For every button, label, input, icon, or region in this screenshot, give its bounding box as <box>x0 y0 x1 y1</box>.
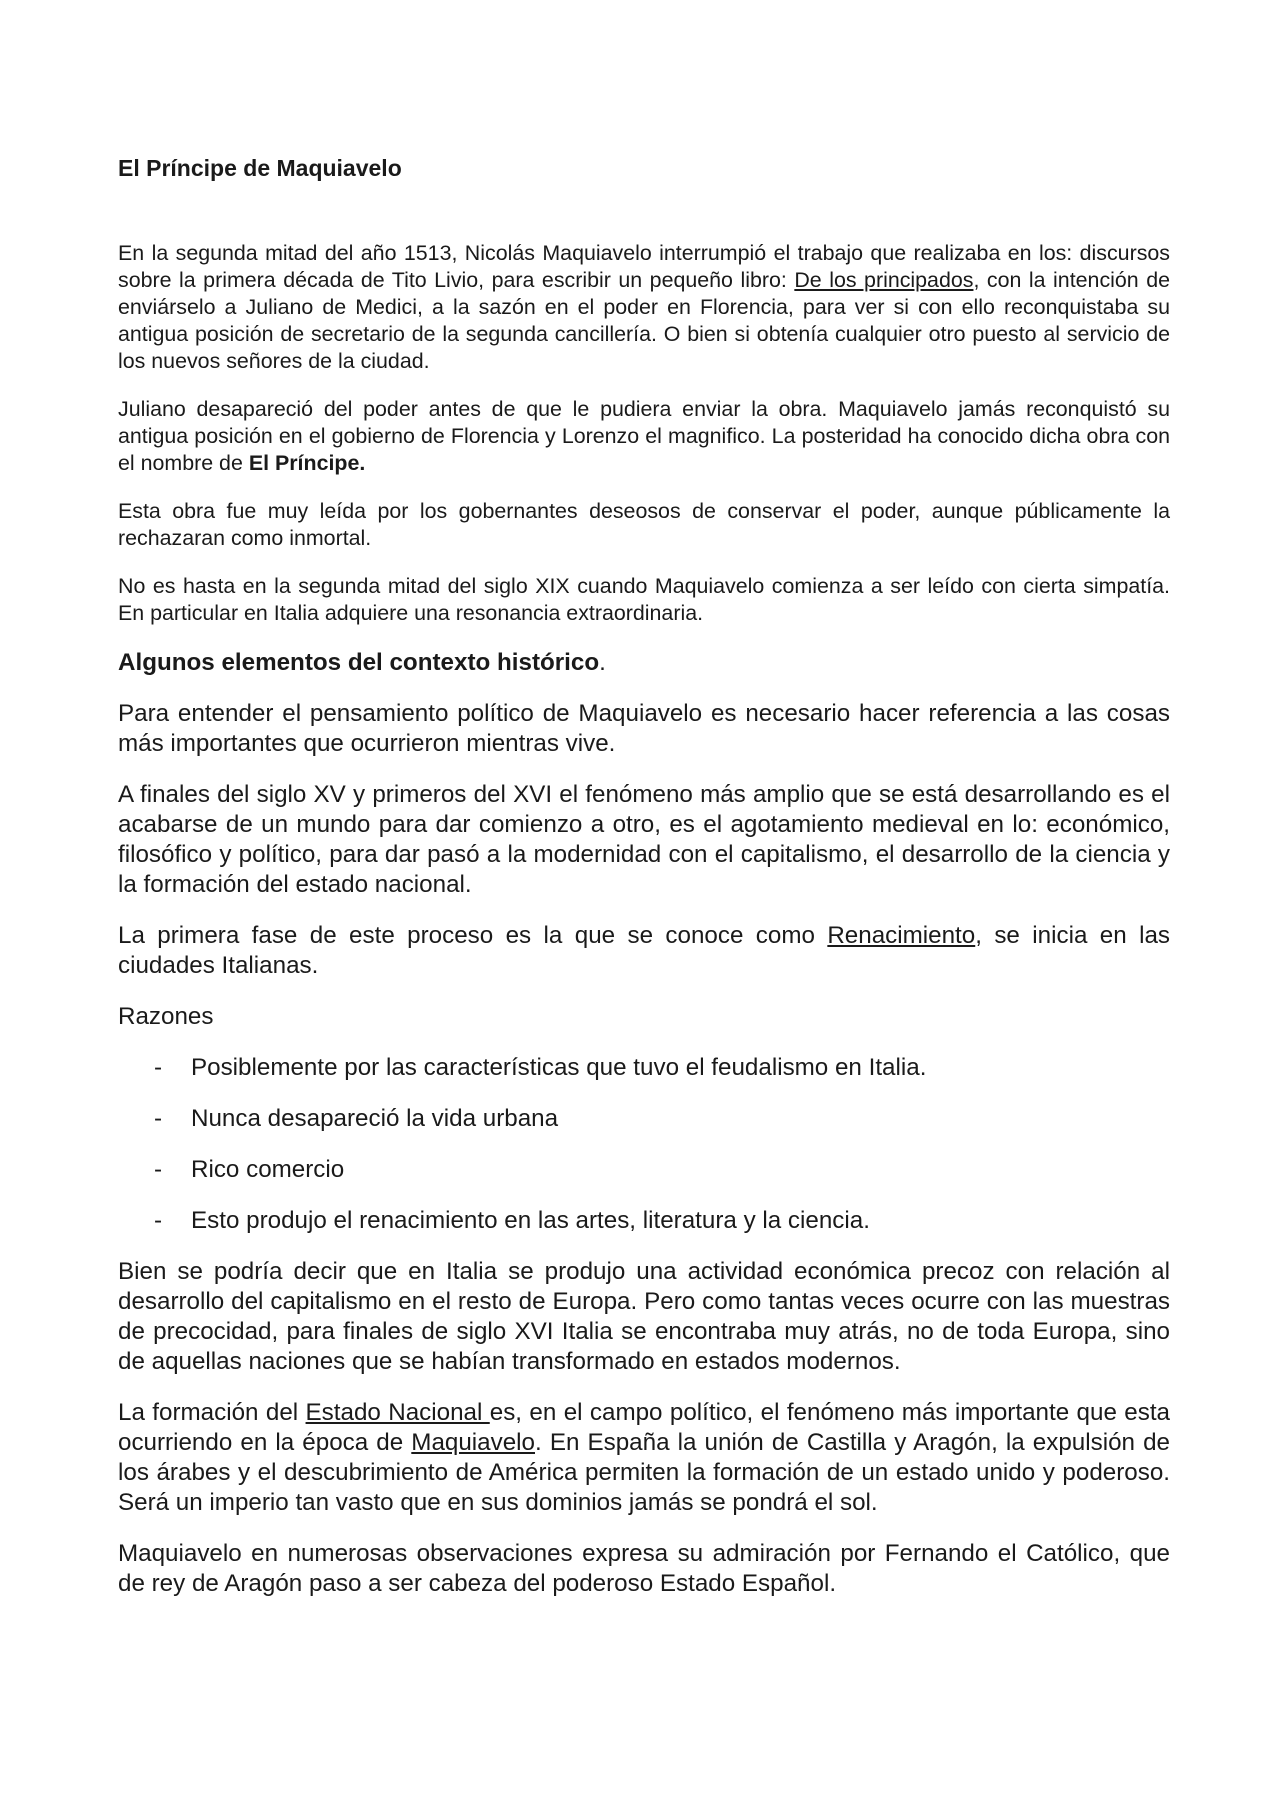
list-item: - Esto produjo el renacimiento en las artes, literatura y la ciencia. <box>118 1206 1170 1236</box>
paragraph-siglo-xix: No es hasta en la segunda mitad del siglo XIX cuando Maquiavelo comienza a ser leído con cierta simpatía. En particular en Italia adquiere una resonancia extraordinaria. <box>118 574 1170 625</box>
paragraph-finales-siglo: A finales del siglo XV y primeros del XVI el fenómeno más amplio que se está desarrollando es el acabarse de un mundo para dar comienzo a otro, es el agotamiento medieval en lo: económico, filosófico y político, para dar pasó a la modernidad con el capitalismo, el desarrollo de la ciencia y la formación del estado nacional. <box>118 781 1170 898</box>
paragraph-pensamiento: Para entender el pensamiento político de Maquiavelo es necesario hacer referencia a las cosas más importantes que ocurrieron mientras vive. <box>118 700 1170 757</box>
link-renacimiento[interactable]: Renacimiento <box>827 922 976 949</box>
link-de-los-principados[interactable]: De los principados <box>794 268 974 292</box>
paragraph-estado-nacional: La formación del Estado Nacional es, en el campo político, el fenómeno más importante que esta ocurriendo en la época de Maquiavelo. En España la unión de Castilla y Aragón, la expulsión de los árabes y el descubrimiento de América permiten la formación de un estado unido y poderoso. Será un imperio tan vasto que en sus dominios jamás se pondrá el sol. <box>118 1399 1171 1516</box>
bold-el-principe: El Príncipe. <box>248 451 366 475</box>
bullet-dash: - <box>154 1054 163 1081</box>
document-page <box>118 153 1170 1620</box>
document-title: El Príncipe de Maquiavelo <box>118 155 402 181</box>
razones-label: Razones <box>118 1003 214 1030</box>
list-item: - Nunca desapareció la vida urbana <box>118 1104 1170 1134</box>
bullet-dash: - <box>154 1207 163 1234</box>
bullet-dash: - <box>154 1105 163 1132</box>
paragraph-renacimiento: La primera fase de este proceso es la que se conoce como Renacimiento, se inicia en las ciudades Italianas. <box>118 922 1170 979</box>
razones-list <box>118 1053 1170 1236</box>
paragraph-italia-precoz: Bien se podría decir que en Italia se produjo una actividad económica precoz con relación al desarrollo del capitalismo en el resto de Europa. Pero como tantas veces ocurre con las muestras de precocidad, para finales de siglo XVI Italia se encontraba muy atrás, no de toda Europa, sino de aquellas naciones que se habían transformado en estados modernos. <box>118 1258 1170 1375</box>
link-estado-nacional[interactable]: Estado Nacional <box>305 1399 490 1426</box>
list-item: - Posiblemente por las características que tuvo el feudalismo en Italia. <box>118 1053 1170 1083</box>
section-heading: Algunos elementos del contexto histórico. <box>118 649 606 676</box>
paragraph-juliano: Juliano desapareció del poder antes de que le pudiera enviar la obra. Maquiavelo jamás reconquistó su antigua posición en el gobierno de Florencia y Lorenzo el magnifico. La posteridad ha conocido dicha obra con el nombre de El Príncipe. <box>118 397 1170 475</box>
link-maquiavelo[interactable]: Maquiavelo <box>411 1429 535 1456</box>
bullet-dash: - <box>154 1156 163 1183</box>
paragraph-intro: En la segunda mitad del año 1513, Nicolás Maquiavelo interrumpió el trabajo que realizaba en los: discursos sobre la primera década de Tito Livio, para escribir un pequeño libro: De los principados, con la intención de enviárselo a Juliano de Medici, a la sazón en el poder en Florencia, para ver si con ello reconquistaba su antigua posición de secretario de la segunda cancillería. O bien si obtenía cualquier otro puesto al servicio de los nuevos señores de la ciudad. <box>118 241 1170 373</box>
paragraph-obra-leida: Esta obra fue muy leída por los gobernantes deseosos de conservar el poder, aunque públicamente la rechazaran como inmortal. <box>118 499 1170 550</box>
list-item: - Rico comercio <box>118 1155 1170 1185</box>
paragraph-fernando: Maquiavelo en numerosas observaciones expresa su admiración por Fernando el Católico, que de rey de Aragón paso a ser cabeza del poderoso Estado Español. <box>118 1540 1170 1597</box>
